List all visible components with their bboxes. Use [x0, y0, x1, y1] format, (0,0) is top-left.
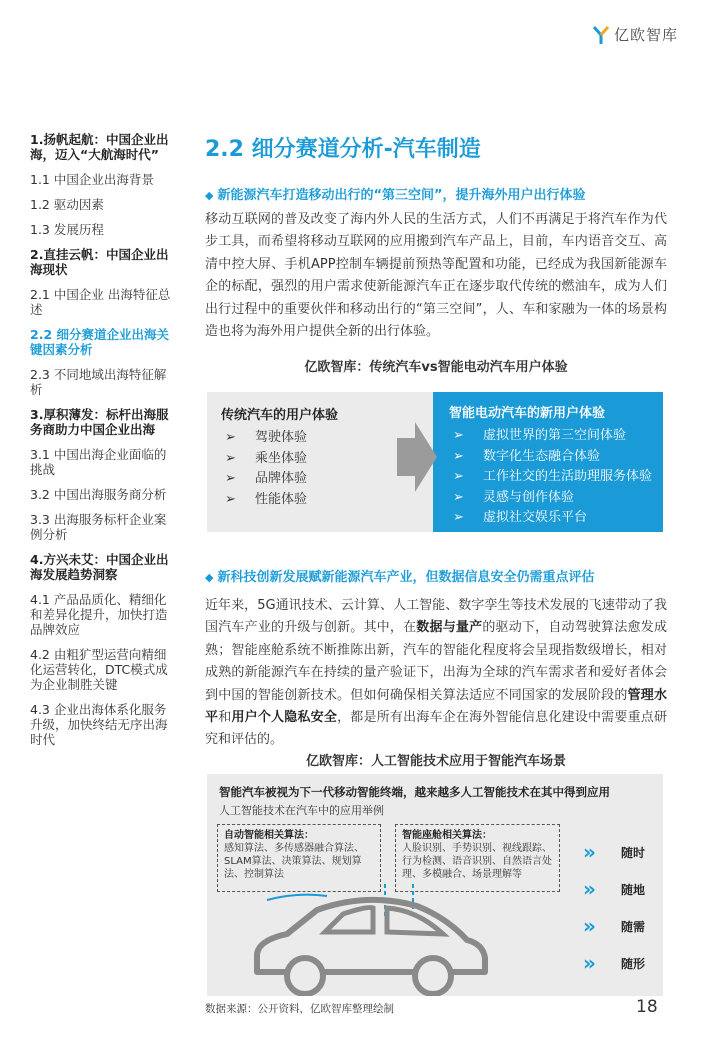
chevron-right-icon: ➢ [453, 428, 464, 443]
toc-item[interactable]: 3.2 中国出海服务商分析 [30, 487, 167, 502]
autonomous-algorithms-box: 自动智能相关算法： 感知算法、多传感器融合算法、SLAM算法、决策算法、规划算法、控制算法 [217, 824, 381, 892]
smart-ev-item-label: 工作社交的生活助理服务体验 [483, 469, 653, 484]
double-chevron-icon: » [583, 914, 593, 938]
traditional-list [225, 428, 307, 510]
smart-ev-list [453, 426, 652, 529]
double-chevron-icon: » [583, 877, 593, 901]
chevron-right-icon: ➢ [225, 491, 236, 507]
chevron-right-icon: ➢ [453, 489, 464, 505]
traditional-item [225, 449, 307, 470]
toc-item[interactable]: 2.2 细分赛道企业出海关键因素分析 [30, 327, 169, 357]
toc-item[interactable]: 2.3 不同地域出海特征解析 [30, 367, 167, 397]
chevron-right-icon: ➢ [453, 510, 464, 525]
traditional-item-label: 品牌体验 [255, 471, 308, 486]
toc-item[interactable]: 3.3 出海服务标杆企业案例分析 [30, 512, 167, 542]
traditional-title: 传统汽车的用户体验 [221, 408, 339, 423]
toc-item[interactable]: 4.1 产品品质化、精细化和差异化提升，加快打造品牌效应 [30, 592, 168, 637]
smart-ev-item [453, 467, 652, 488]
section2-paragraph: 近年来，5G通讯技术、云计算、人工智能、数字孪生等技术发展的飞速带动了我国汽车产业的升级与创新。其中，在数据与量产的驱动下，自动驾驶算法愈发成熟；智能座舱系统不断推陈出新，汽车的智能化程度将会呈现指数级增长，相对成熟的新能源汽车在持续的量产验证下，出海为全球的汽车需求者和爱好者体会到中国的智能创新技术。但如何确保相关算法适应不同国家的发展阶段的管理水平和用户个人隐私安全，都是所有出海车企在海外智能信息化建设中需要重点研究和评估的。 [205, 598, 667, 748]
smart-ev-item-label: 虚拟世界的第三空间体验 [483, 428, 627, 443]
smart-ev-item-label: 虚拟社交娱乐平台 [483, 510, 588, 525]
traditional-item-label: 驾驶体验 [255, 430, 308, 445]
source-note: 数据来源：公开资料，亿欧智库整理绘制 [205, 1003, 394, 1015]
section2-heading: ◆ 新科技创新发展赋新能源汽车产业，但数据信息安全仍需重点评估 [205, 570, 595, 585]
scenario-tag-label: 随形 [621, 956, 646, 971]
ai-figure [207, 774, 663, 996]
scenario-tag-label: 随时 [621, 845, 646, 860]
traditional-item [225, 428, 307, 449]
scenario-tag-label: 随地 [621, 882, 646, 897]
brand-logo [592, 24, 678, 45]
ai-subtitle: 人工智能技术在汽车中的应用举例 [219, 804, 384, 817]
smart-ev-item [453, 508, 652, 529]
traditional-item [225, 490, 307, 511]
traditional-item-label: 性能体验 [255, 491, 308, 507]
toc-item[interactable]: 1.2 驱动因素 [30, 197, 104, 212]
diamond-bullet-icon: ◆ [205, 571, 214, 584]
toc-item[interactable]: 3.1 中国出海企业面临的挑战 [30, 447, 167, 477]
traditional-item [225, 469, 307, 490]
smart-ev-item-label: 灵感与创作体验 [483, 489, 575, 505]
car-illustration-icon [247, 884, 492, 996]
smart-ev-item [453, 447, 652, 468]
page-number: 18 [636, 997, 658, 1017]
toc-item[interactable]: 2.1 中国企业 出海特征总述 [30, 287, 171, 317]
section1-paragraph: 移动互联网的普及改变了海内外人民的生活方式，人们不再满足于将汽车作为代步工具，而希望将移动互联网的应用搬到汽车产品上，目前，车内语音交互、高清中控大屏、手机APP控制车辆提前预热等配置和功能，已经成为我国新能源车企的标配，强烈的用户需求使新能源汽车正在逐步取代传统的燃油车，成为人们出行过程中的重要伙伴和移动出行的“第三空间”，人、车和家融为一体的场景构造也将为海外用户提供全新的出行体验。 [205, 212, 667, 340]
toc-item[interactable]: 3.厚积薄发：标杆出海服务商助力中国企业出海 [30, 407, 169, 437]
page-title: 2.2 细分赛道分析-汽车制造 [205, 137, 481, 162]
traditional-item-label: 乘坐体验 [255, 450, 308, 466]
logo-mark-icon [592, 25, 610, 45]
figure2-caption: 亿欧智库：人工智能技术应用于智能汽车场景 [305, 754, 566, 769]
chevron-right-icon: ➢ [225, 471, 236, 486]
smart-ev-title: 智能电动汽车的新用户体验 [449, 406, 606, 421]
toc-item[interactable]: 1.1 中国企业出海背景 [30, 172, 154, 187]
toc-item[interactable]: 1.扬帆起航：中国企业出海，迈入“大航海时代” [30, 132, 169, 162]
scenario-tag [583, 877, 645, 901]
figure1-caption: 亿欧智库：传统汽车vs智能电动汽车用户体验 [304, 360, 568, 375]
comparison-figure [207, 392, 663, 532]
toc-item[interactable]: 4.3 企业出海体系化服务升级，加快终结无序出海时代 [30, 702, 168, 747]
scenario-tag [583, 840, 645, 864]
arrow-right-icon [397, 422, 437, 492]
double-chevron-icon: » [583, 840, 593, 864]
scenario-tag [583, 914, 645, 938]
toc-item[interactable]: 2.直挂云帆：中国企业出海现状 [30, 247, 169, 277]
diamond-bullet-icon: ◆ [205, 189, 214, 202]
double-chevron-icon: » [583, 951, 593, 975]
chevron-right-icon: ➢ [453, 469, 464, 484]
toc-item[interactable]: 1.3 发展历程 [30, 222, 104, 237]
scenario-tag [583, 951, 645, 975]
ai-headline: 智能汽车被视为下一代移动智能终端，越来越多人工智能技术在其中得到应用 [219, 785, 610, 799]
smart-ev-item [453, 426, 652, 447]
toc-item[interactable]: 4.方兴未艾：中国企业出海发展趋势洞察 [30, 552, 169, 582]
smart-ev-item [453, 488, 652, 509]
cockpit-algorithms-box: 智能座舱相关算法： 人脸识别、手势识别、视线跟踪、行为检测、语音识别、自然语言处理、多模融合、场景理解等 [395, 824, 560, 892]
chevron-right-icon: ➢ [453, 448, 464, 464]
section1-heading: ◆ 新能源汽车打造移动出行的“第三空间”，提升海外用户出行体验 [205, 188, 586, 203]
smart-ev-item-label: 数字化生态融合体验 [483, 448, 601, 464]
toc-sidebar [30, 132, 175, 757]
scenario-tag-label: 随需 [621, 919, 646, 934]
chevron-right-icon: ➢ [225, 450, 236, 466]
chevron-right-icon: ➢ [225, 430, 236, 445]
brand-name: 亿欧智库 [614, 26, 679, 44]
toc-item[interactable]: 4.2 由粗犷型运营向精细化运营转化，DTC模式成为企业制胜关键 [30, 647, 168, 692]
